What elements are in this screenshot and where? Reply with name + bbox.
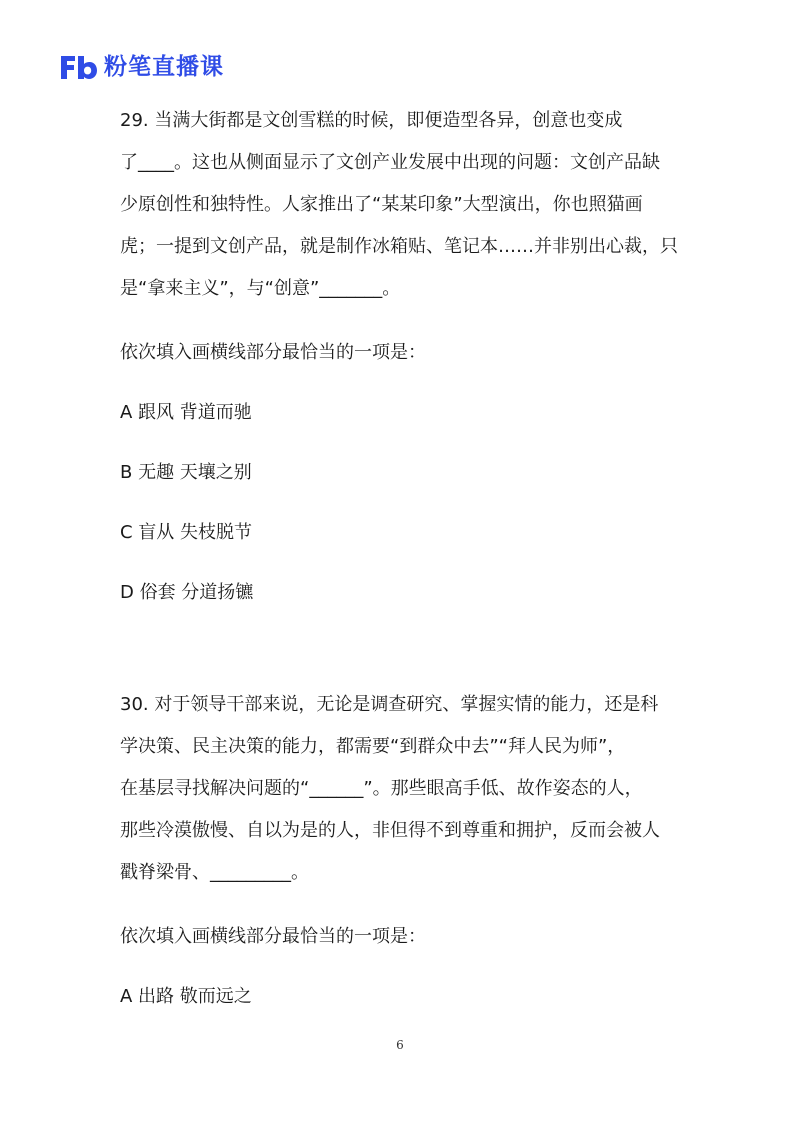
question-29-line-2: 了____。这也从侧面显示了文创产业发展中出现的问题：文创产品缺 — [120, 152, 660, 173]
question-29-option-c: C 盲从 失枝脱节 — [120, 522, 253, 543]
question-29-line-5: 是“拿来主义”，与“创意”_______。 — [120, 278, 401, 299]
page-header — [58, 52, 224, 82]
question-29 — [120, 100, 680, 614]
question-30-line-1: 30. 对于领导干部来说，无论是调查研究、掌握实情的能力，还是科 — [120, 694, 659, 715]
question-30-line-4: 那些冷漠傲慢、自以为是的人，非但得不到尊重和拥护，反而会被人 — [120, 820, 660, 841]
question-30 — [120, 684, 680, 1018]
question-30-instruction: 依次填入画横线部分最恰当的一项是： — [120, 926, 426, 947]
fb-logo-icon — [58, 52, 98, 82]
document-body — [120, 100, 680, 1018]
question-30-line-3: 在基层寻找解决问题的“______”。那些眼高手低、故作姿态的人， — [120, 778, 643, 799]
page-number: 6 — [396, 1038, 404, 1052]
question-29-line-4: 虎；一提到文创产品，就是制作冰箱贴、笔记本……并非别出心裁，只 — [120, 236, 678, 257]
question-29-line-1: 29. 当满大街都是文创雪糕的时候，即便造型各异，创意也变成 — [120, 110, 623, 131]
question-29-option-b: B 无趣 天壤之别 — [120, 462, 252, 483]
question-29-option-a: A 跟风 背道而驰 — [120, 402, 252, 423]
brand-name: 粉笔直播课 — [104, 54, 224, 80]
question-30-line-2: 学决策、民主决策的能力，都需要“到群众中去”“拜人民为师”， — [120, 736, 626, 757]
question-29-instruction: 依次填入画横线部分最恰当的一项是： — [120, 342, 426, 363]
question-30-line-5: 戳脊梁骨、_________。 — [120, 862, 309, 883]
question-30-option-a: A 出路 敬而远之 — [120, 986, 252, 1007]
question-29-line-3: 少原创性和独特性。人家推出了“某某印象”大型演出，你也照猫画 — [120, 194, 643, 215]
question-29-option-d: D 俗套 分道扬镳 — [120, 582, 254, 603]
